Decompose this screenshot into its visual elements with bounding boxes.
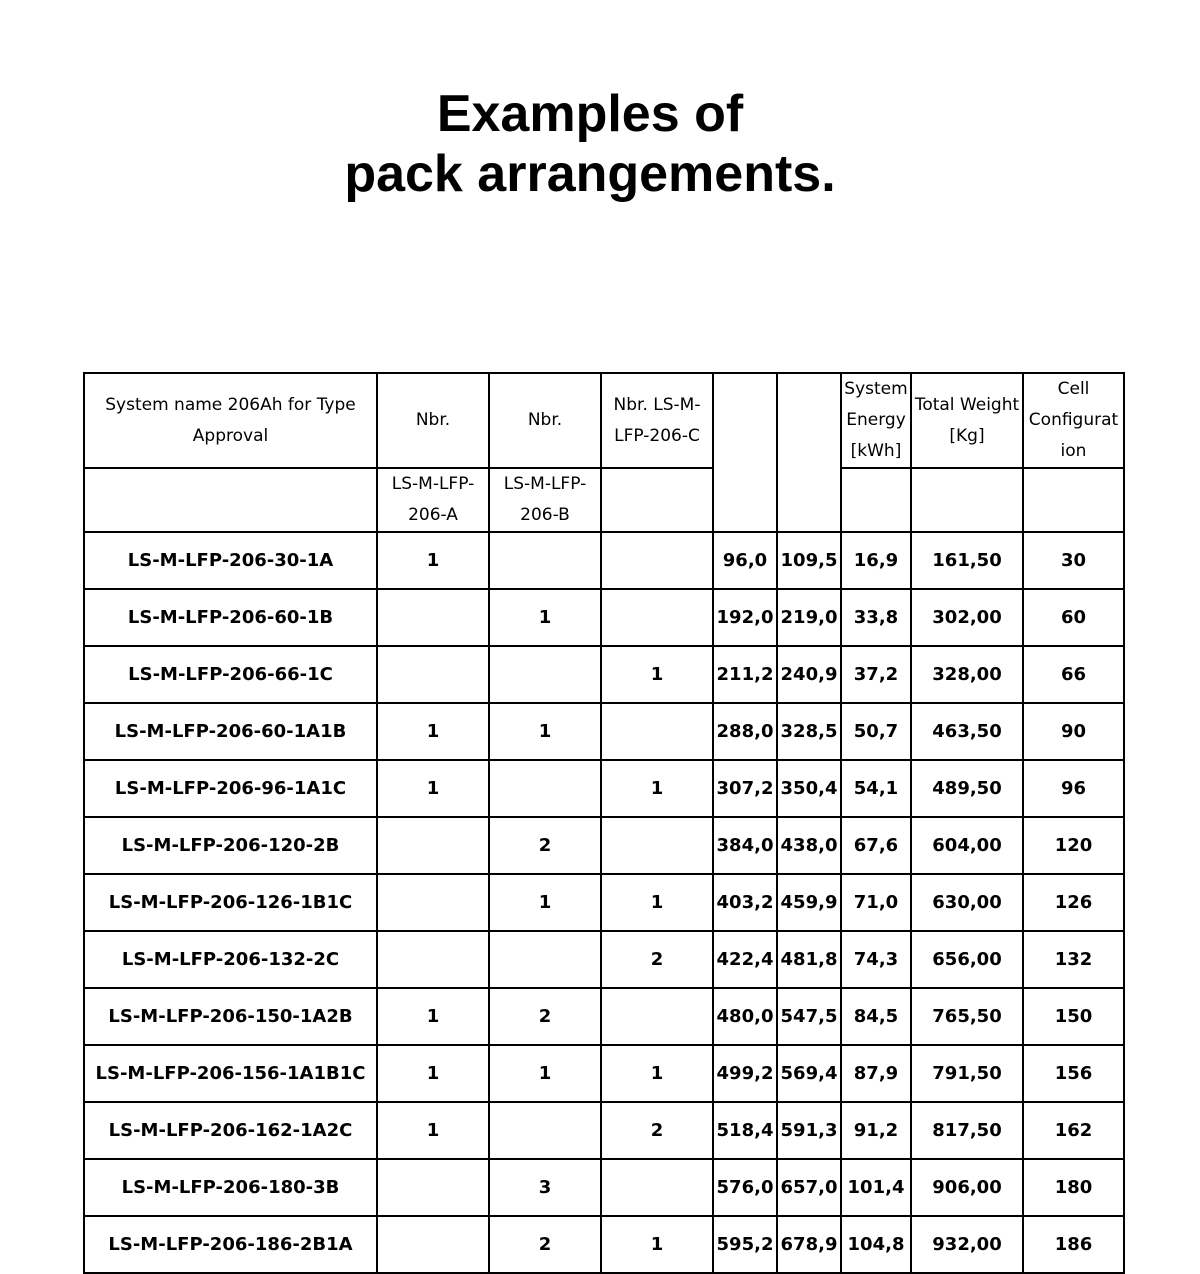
- cell-energy: 104,8: [841, 1216, 911, 1273]
- table-row: [84, 589, 1124, 646]
- cell-value-2: 591,3: [777, 1102, 841, 1159]
- cell-nbr-a: 1: [377, 532, 489, 589]
- subheader-empty-energy: [841, 468, 911, 532]
- subheader-model-a: LS-M-LFP-206-A: [377, 468, 489, 532]
- cell-weight: 630,00: [911, 874, 1023, 931]
- cell-value-2: 219,0: [777, 589, 841, 646]
- cell-nbr-c: 1: [601, 646, 713, 703]
- cell-nbr-c: [601, 1159, 713, 1216]
- cell-nbr-a: 1: [377, 703, 489, 760]
- cell-energy: 91,2: [841, 1102, 911, 1159]
- table-row: [84, 874, 1124, 931]
- cell-value-1: 595,2: [713, 1216, 777, 1273]
- header-system-name: System name 206Ah for Type Approval: [84, 373, 377, 468]
- cell-value-1: 403,2: [713, 874, 777, 931]
- cell-nbr-b: [489, 532, 601, 589]
- table-row: [84, 1045, 1124, 1102]
- subheader-empty-c: [601, 468, 713, 532]
- cell-energy: 71,0: [841, 874, 911, 931]
- cell-system-name: LS-M-LFP-206-96-1A1C: [84, 760, 377, 817]
- cell-cells: 120: [1023, 817, 1124, 874]
- table-row: [84, 1216, 1124, 1273]
- cell-nbr-a: 1: [377, 760, 489, 817]
- cell-value-1: 422,4: [713, 931, 777, 988]
- header-system-energy: System Energy [kWh]: [841, 373, 911, 468]
- subheader-empty-weight: [911, 468, 1023, 532]
- cell-weight: 463,50: [911, 703, 1023, 760]
- cell-cells: 66: [1023, 646, 1124, 703]
- cell-nbr-b: 2: [489, 1216, 601, 1273]
- cell-cells: 162: [1023, 1102, 1124, 1159]
- cell-weight: 817,50: [911, 1102, 1023, 1159]
- cell-cells: 96: [1023, 760, 1124, 817]
- cell-system-name: LS-M-LFP-206-162-1A2C: [84, 1102, 377, 1159]
- cell-energy: 16,9: [841, 532, 911, 589]
- cell-energy: 74,3: [841, 931, 911, 988]
- cell-nbr-a: [377, 1216, 489, 1273]
- cell-nbr-b: [489, 760, 601, 817]
- cell-cells: 150: [1023, 988, 1124, 1045]
- table-row: [84, 931, 1124, 988]
- cell-value-2: 569,4: [777, 1045, 841, 1102]
- cell-nbr-a: [377, 817, 489, 874]
- table-row: [84, 1102, 1124, 1159]
- cell-system-name: LS-M-LFP-206-180-3B: [84, 1159, 377, 1216]
- cell-value-2: 438,0: [777, 817, 841, 874]
- cell-nbr-c: 2: [601, 1102, 713, 1159]
- pack-arrangements-table: [83, 372, 1125, 1274]
- table-row: [84, 646, 1124, 703]
- subheader-empty-cells: [1023, 468, 1124, 532]
- cell-nbr-c: 2: [601, 931, 713, 988]
- header-total-weight: Total Weight [Kg]: [911, 373, 1023, 468]
- table-subheader-row: [84, 468, 1124, 532]
- cell-weight: 906,00: [911, 1159, 1023, 1216]
- cell-weight: 161,50: [911, 532, 1023, 589]
- cell-cells: 156: [1023, 1045, 1124, 1102]
- cell-value-1: 96,0: [713, 532, 777, 589]
- cell-system-name: LS-M-LFP-206-150-1A2B: [84, 988, 377, 1045]
- cell-cells: 180: [1023, 1159, 1124, 1216]
- cell-cells: 90: [1023, 703, 1124, 760]
- cell-value-2: 459,9: [777, 874, 841, 931]
- cell-weight: 328,00: [911, 646, 1023, 703]
- cell-nbr-b: 1: [489, 1045, 601, 1102]
- cell-cells: 126: [1023, 874, 1124, 931]
- cell-value-2: 240,9: [777, 646, 841, 703]
- cell-weight: 302,00: [911, 589, 1023, 646]
- cell-value-1: 288,0: [713, 703, 777, 760]
- cell-nbr-c: [601, 817, 713, 874]
- cell-nbr-c: 1: [601, 1045, 713, 1102]
- cell-nbr-b: [489, 646, 601, 703]
- cell-weight: 656,00: [911, 931, 1023, 988]
- cell-value-1: 307,2: [713, 760, 777, 817]
- cell-weight: 765,50: [911, 988, 1023, 1045]
- cell-nbr-b: 1: [489, 703, 601, 760]
- cell-value-2: 657,0: [777, 1159, 841, 1216]
- cell-weight: 489,50: [911, 760, 1023, 817]
- subheader-empty-name: [84, 468, 377, 532]
- cell-system-name: LS-M-LFP-206-156-1A1B1C: [84, 1045, 377, 1102]
- cell-value-1: 499,2: [713, 1045, 777, 1102]
- cell-value-2: 328,5: [777, 703, 841, 760]
- table-row: [84, 988, 1124, 1045]
- cell-system-name: LS-M-LFP-206-186-2B1A: [84, 1216, 377, 1273]
- cell-system-name: LS-M-LFP-206-30-1A: [84, 532, 377, 589]
- header-value-2: [777, 373, 841, 532]
- pack-arrangements-table-container: [83, 372, 1123, 1274]
- cell-cells: 132: [1023, 931, 1124, 988]
- cell-nbr-b: 1: [489, 874, 601, 931]
- cell-energy: 101,4: [841, 1159, 911, 1216]
- cell-nbr-c: 1: [601, 1216, 713, 1273]
- cell-weight: 604,00: [911, 817, 1023, 874]
- cell-system-name: LS-M-LFP-206-60-1A1B: [84, 703, 377, 760]
- cell-energy: 37,2: [841, 646, 911, 703]
- cell-value-1: 518,4: [713, 1102, 777, 1159]
- cell-energy: 84,5: [841, 988, 911, 1045]
- cell-value-2: 481,8: [777, 931, 841, 988]
- cell-nbr-c: [601, 988, 713, 1045]
- cell-value-1: 211,2: [713, 646, 777, 703]
- cell-cells: 30: [1023, 532, 1124, 589]
- subheader-model-b: LS-M-LFP-206-B: [489, 468, 601, 532]
- cell-value-1: 576,0: [713, 1159, 777, 1216]
- cell-nbr-c: [601, 589, 713, 646]
- cell-nbr-b: 1: [489, 589, 601, 646]
- table-row: [84, 532, 1124, 589]
- page-title-line-2: pack arrangements.: [344, 145, 836, 203]
- cell-energy: 54,1: [841, 760, 911, 817]
- cell-value-2: 109,5: [777, 532, 841, 589]
- cell-system-name: LS-M-LFP-206-132-2C: [84, 931, 377, 988]
- header-nbr-b: Nbr.: [489, 373, 601, 468]
- cell-nbr-a: [377, 646, 489, 703]
- cell-value-2: 547,5: [777, 988, 841, 1045]
- table-row: [84, 817, 1124, 874]
- cell-value-1: 192,0: [713, 589, 777, 646]
- cell-nbr-b: 3: [489, 1159, 601, 1216]
- cell-nbr-a: [377, 589, 489, 646]
- page-title-line-1: Examples of: [436, 85, 744, 143]
- cell-nbr-a: [377, 1159, 489, 1216]
- cell-nbr-b: [489, 931, 601, 988]
- table-row: [84, 1159, 1124, 1216]
- cell-cells: 186: [1023, 1216, 1124, 1273]
- cell-system-name: LS-M-LFP-206-126-1B1C: [84, 874, 377, 931]
- cell-energy: 33,8: [841, 589, 911, 646]
- cell-value-2: 350,4: [777, 760, 841, 817]
- cell-nbr-a: 1: [377, 1102, 489, 1159]
- cell-cells: 60: [1023, 589, 1124, 646]
- cell-energy: 67,6: [841, 817, 911, 874]
- cell-nbr-a: 1: [377, 988, 489, 1045]
- cell-nbr-a: 1: [377, 1045, 489, 1102]
- cell-energy: 87,9: [841, 1045, 911, 1102]
- table-header-row: [84, 373, 1124, 468]
- cell-nbr-b: [489, 1102, 601, 1159]
- cell-nbr-c: 1: [601, 760, 713, 817]
- cell-system-name: LS-M-LFP-206-60-1B: [84, 589, 377, 646]
- cell-weight: 791,50: [911, 1045, 1023, 1102]
- cell-nbr-a: [377, 874, 489, 931]
- cell-nbr-b: 2: [489, 988, 601, 1045]
- table-row: [84, 703, 1124, 760]
- cell-system-name: LS-M-LFP-206-66-1C: [84, 646, 377, 703]
- header-value-1: [713, 373, 777, 532]
- cell-nbr-c: [601, 532, 713, 589]
- cell-value-1: 480,0: [713, 988, 777, 1045]
- cell-nbr-a: [377, 931, 489, 988]
- header-cell-configuration: Cell Configurat ion: [1023, 373, 1124, 468]
- cell-value-2: 678,9: [777, 1216, 841, 1273]
- cell-nbr-c: [601, 703, 713, 760]
- cell-nbr-b: 2: [489, 817, 601, 874]
- header-nbr-a: Nbr.: [377, 373, 489, 468]
- table-row: [84, 760, 1124, 817]
- header-nbr-c: Nbr. LS-M-LFP-206-C: [601, 373, 713, 468]
- cell-value-1: 384,0: [713, 817, 777, 874]
- cell-weight: 932,00: [911, 1216, 1023, 1273]
- cell-energy: 50,7: [841, 703, 911, 760]
- cell-system-name: LS-M-LFP-206-120-2B: [84, 817, 377, 874]
- cell-nbr-c: 1: [601, 874, 713, 931]
